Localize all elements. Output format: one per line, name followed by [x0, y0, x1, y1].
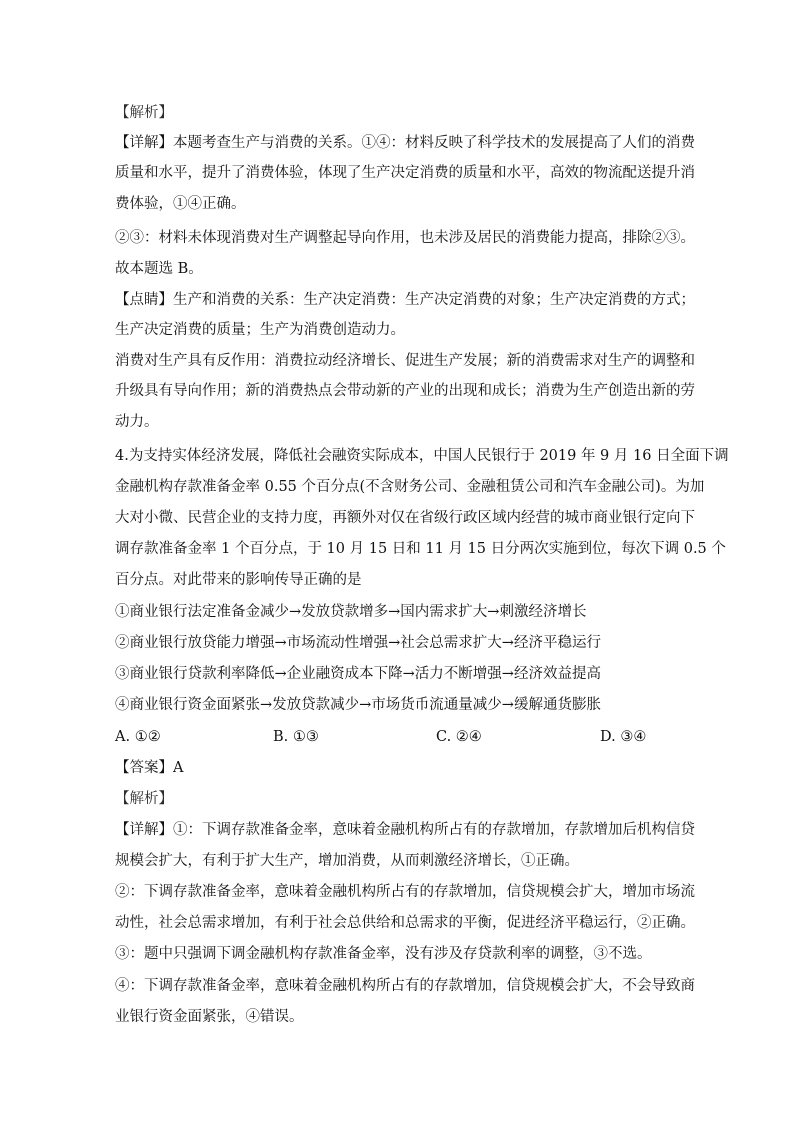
- statement-item: ②商业银行放贷能力增强→市场流动性增强→社会总需求扩大→经济平稳运行: [115, 635, 601, 651]
- option-a: A. ①②: [115, 729, 161, 745]
- question-stem: 百分点。对此带来的影响传导正确的是: [115, 572, 362, 588]
- text-line: 【详解】①：下调存款准备金率，意味着金融机构所占有的存款增加，存款增加后机构信贷: [115, 822, 695, 838]
- text-line: 费体验，①④正确。: [115, 196, 246, 212]
- section-heading-analysis: 【解析】: [115, 105, 173, 121]
- text-line: 动性，社会总需求增加，有利于社会总供给和总需求的平衡，促进经济平稳运行，②正确。: [115, 915, 695, 931]
- text-line: 质量和水平，提升了消费体验，体现了生产决定消费的质量和水平，高效的物流配送提升消: [115, 165, 695, 181]
- question-stem: 金融机构存款准备金率 0.55 个百分点(不含财务公司、金融租赁公司和汽车金融公司)。为加: [115, 479, 705, 495]
- section-heading-analysis: 【解析】: [115, 791, 173, 807]
- text-line: 【点睛】生产和消费的关系：生产决定消费：生产决定消费的对象；生产决定消费的方式；: [115, 292, 695, 308]
- text-line: 升级具有导向作用；新的消费热点会带动新的产业的出现和成长；消费为生产创造出新的劳: [115, 383, 695, 399]
- option-b: B. ①③: [273, 729, 319, 745]
- option-c: C. ②④: [436, 729, 482, 745]
- text-line: 生产决定消费的质量；生产为消费创造动力。: [115, 322, 405, 338]
- question-stem: 大对小微、民营企业的支持力度，再额外对仅在省级行政区域内经营的城市商业银行定向下: [115, 510, 695, 526]
- text-line: 故本题选 B。: [115, 261, 203, 277]
- question-stem: 调存款准备金率 1 个百分点，于 10 月 15 日和 11 月 15 日分两次实施到位，每次下调 0.5 个: [115, 541, 726, 557]
- text-line: ③：题中只强调下调金融机构存款准备金率，没有涉及存贷款利率的调整，③不选。: [115, 946, 652, 962]
- text-line: 业银行资金面紧张，④错误。: [115, 1009, 304, 1025]
- text-line: 动力。: [115, 414, 159, 430]
- statement-item: ①商业银行法定准备金减少→发放贷款增多→国内需求扩大→刺激经济增长: [115, 604, 587, 620]
- answer-line: 【答案】A: [115, 760, 184, 776]
- option-d: D. ③④: [600, 729, 647, 745]
- statement-item: ③商业银行贷款利率降低→企业融资成本下降→活力不断增强→经济效益提高: [115, 666, 601, 682]
- text-line: 【详解】本题考查生产与消费的关系。①④：材料反映了科学技术的发展提高了人们的消费: [115, 135, 695, 151]
- text-line: ④：下调存款准备金率，意味着金融机构所占有的存款增加，信贷规模会扩大，不会导致商: [115, 978, 695, 994]
- text-line: 消费对生产具有反作用：消费拉动经济增长、促进生产发展；新的消费需求对生产的调整和: [115, 353, 695, 369]
- question-stem: 4.为支持实体经济发展，降低社会融资实际成本，中国人民银行于 2019 年 9 月 16 日全面下调: [115, 448, 729, 464]
- statement-item: ④商业银行资金面紧张→发放贷款减少→市场货币流通量减少→缓解通货膨胀: [115, 697, 601, 713]
- text-line: ②③：材料未体现消费对生产调整起导向作用，也未涉及居民的消费能力提高，排除②③。: [115, 230, 695, 246]
- text-line: ②：下调存款准备金率，意味着金融机构所占有的存款增加，信贷规模会扩大，增加市场流: [115, 884, 695, 900]
- text-line: 规模会扩大，有利于扩大生产，增加消费，从而刺激经济增长，①正确。: [115, 853, 579, 869]
